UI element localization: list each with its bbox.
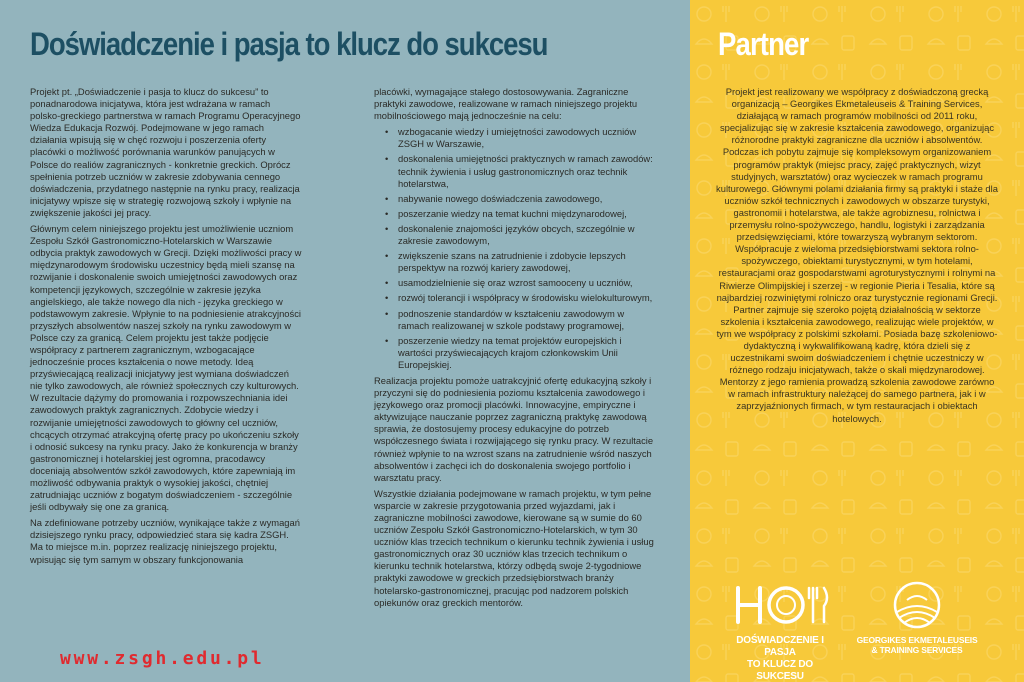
chef-plate-icon xyxy=(728,580,832,630)
partner-title: Partner xyxy=(718,26,809,62)
partner-description: Projekt jest realizowany we współpracy z doświadczoną grecką organizacją – Georgikes Ekmetaleuseis & Training Services, działającą w ramach programów mobilności od 2011 roku, specjalizując się w zakresie kształcenia zawodowego, organizując różnorodne praktyki zagraniczne dla uczniów i absolwentów. Podczas ich pobytu zajmuje się kompleksowym organizowaniem programów praktyk (miejsc pracy, zajęć praktycznych, wizyt studyjnych, warsztatów) oraz wycieczek w ramach programu kulturowego. Głównymi polami działania firmy są praktyki i staże dla uczniów szkół technicznych i zawodowych w obszarze turystyki, gastronomii i hotelarstwa, ale także agrobiznesu, rolnictwa i przemysłu rolno-spożywczego, handlu, logistyki i zarządzania przedsięwzięciami, które towarzyszą wybranym sektorom. Współpracuje z wieloma przedsiębiorstwami sektora rolno-spożywczego, obiektami turystycznymi, w tym hotelami, restauracjami oraz gospodarstwami agroturystycznymi i rolnymi na Riwierze Olimpijskiej i szerzej - w regionie Pieria i Tesalia, które są najbardziej rozwiniętymi rolniczo oraz turystycznie regionami Grecji. Partner zajmuje się szeroko pojętą działalnością w sektorze szkolenia i kształcenia zawodowego, realizując wiele projektów, w tym we współpracy z polskimi szkołami. Posiada bazę szkoleniowo-dydaktyczną i wykwalifikowaną kadrę, która dzieli się z uczestnikami swoim doświadczeniem i chętnie uczestniczy w różnego rodzaju inicjatywach, także o skali międzynarodowej. Mentorzy z jego ramienia prowadzą szkolenia zawodowe zarówno w ramach infrastruktury należącej do samego partnera, jak i w zaprzyjaźnionych firmach, w tym restauracjach i obiektach hotelowych. xyxy=(716,86,998,424)
paragraph: Wszystkie działania podejmowane w ramach projektu, w tym pełne wsparcie w zakresie przygotowania przed wyjazdami, jak i zagraniczne mobilności zawodowe, kierowane są w sumie do 60 uczniów Zespołu Szkół Gastronomiczno-Hotelarskich, w tym 30 uczniów klas trzecich technikum o kierunku technik żywienia i usług gastronomicznych oraz 30 uczniów klas trzecich technikum o kierunku technik hotelarstwa, którzy odbędą swoje 2-tygodniowe praktyki zawodowe w greckich przedsiębiorstwach branży hotelarsko-gastronomicznej, pracując pod nadzorem polskich opiekunów oraz greckich mentorów. xyxy=(374,487,654,608)
page-title: Doświadczenie i pasja to klucz do sukcesu xyxy=(30,26,548,62)
project-logo-line1: DOŚWIADCZENIE I PASJA xyxy=(736,635,824,658)
list-item: • doskonalenie znajomości języków obcych, szczególnie w zakresie zawodowym, xyxy=(398,223,654,247)
list-item: • doskonalenia umiejętności praktycznych w ramach zawodów: technik żywienia i usług gastronomicznych oraz technik hotelarstwa, xyxy=(398,153,654,189)
list-item: • podnoszenie standardów w kształceniu zawodowym w ramach realizowanej w szkole podstawy programowej, xyxy=(398,308,654,332)
project-logo-line2: TO KLUCZ DO SUKCESU xyxy=(747,659,813,682)
column-left xyxy=(30,86,302,570)
partner-logo-line2: & TRAINING SERVICES xyxy=(871,645,963,655)
column-middle xyxy=(374,86,654,613)
project-logo xyxy=(728,580,832,682)
list-item: • rozwój tolerancji i współpracy w środowisku wielokulturowym, xyxy=(398,292,654,304)
paragraph: Realizacja projektu pomoże uatrakcyjnić ofertę edukacyjną szkoły i przyczyni się do podniesienia poziomu kształcenia zawodowego i językowego oraz promocji placówki. Innowacyjne, empiryczne i aktywizujące nauczanie poprzez zagraniczną praktykę zawodową sprawia, że dostosujemy procesy edukacyjne do potrzeb współczesnego świata i rozwijającego się rynku pracy. W rezultacie również wpłynie to na wzrost szans na zatrudnienie wśród naszych absolwentów i zachęci ich do doskonalenia swojego portfolio i warsztatu pracy. xyxy=(374,374,654,483)
list-item: • usamodzielnienie się oraz wzrost samooceny u uczniów, xyxy=(398,277,654,289)
paragraph: placówki, wymagające stałego dostosowywania. Zagraniczne praktyki zawodowe, realizowane w ramach niniejszego projektu mobilnościowego mają jednocześnie na celu: xyxy=(374,86,638,122)
website-link[interactable]: www.zsgh.edu.pl xyxy=(60,648,265,669)
goals-list xyxy=(374,126,654,371)
partner-logo-line1: GEORGIKES EKMETALEUSEIS xyxy=(856,635,978,645)
paragraph: Głównym celem niniejszego projektu jest umożliwienie uczniom Zespołu Szkół Gastronomiczno-Hotelarskich w Warszawie odbycia praktyk zawodowych w Grecji. Dzięki możliwości pracy w międzynarodowym środowisku uczestnicy będą mieli szansę na rozwijanie i doskonalenie swoich umiejętności zawodowych oraz kompetencji językowych, szczególnie w zakresie języka angielskiego, ale także nowego dla nich - języka greckiego w podstawowym zakresie. Wpłynie to na podniesienie atrakcyjności przyszłych absolwentów naszej szkoły na rynku zawodowym w Polsce czy za granicą. Celem projektu jest także podjęcie współpracy z partnerem zagranicznym, wzbogacające jednocześnie proces kształcenia o nowe metody. Ideą przyświecającą realizacji inicjatywy jest wymiana doświadczeń nie tylko zawodowych, ale również społecznych czy kulturowych. W rezultacie dążymy do promowania i rozpowszechniania idei zawodowych praktyk zagranicznych. Zdobycie wiedzy i rozwijanie umiejętności zawodowych to główny cel uczniów, chcących otrzymać atrakcyjną ofertę pracy po ukończeniu szkoły i odnosić sukcesy na rynku pracy. Jako że konkurencja w branży gastronomicznej i hotelarskiej jest ogromna, pracodawcy doceniają absolwentów szkół zawodowych, które zapewniają im możliwość odbywania praktyk o wysokiej jakości, chętniej zatrudniając uczniów z bogatym doświadczeniem - szczególnie jeśli odbywały się one za granicą. xyxy=(30,223,302,513)
list-item: • nabywanie nowego doświadczenia zawodowego, xyxy=(398,193,654,205)
list-item: • poszerzanie wiedzy na temat kuchni międzynarodowej, xyxy=(398,208,654,220)
list-item: • zwiększenie szans na zatrudnienie i zdobycie lepszych perspektyw na rozwój kariery zawodowej, xyxy=(398,250,654,274)
column-partner xyxy=(716,86,998,425)
partner-logo xyxy=(852,580,982,655)
partner-fields-icon xyxy=(852,580,982,630)
paragraph: Projekt pt. „Doświadczenie i pasja to klucz do sukcesu” to ponadnarodowa inicjatywa, która jest wdrażana w ramach polsko-greckiego partnerstwa w ramach Programu Operacyjnego Wiedza Edukacja Rozwój. Podejmowane w jego ramach działania wpisują się w chęć rozwoju i poszerzenia oferty placówki o możliwość porównania warunków panujących w Polsce do realiów zagranicznych - konkretnie greckich. Oprócz spełnienia potrzeb uczniów w zakresie zdobywania cennego doświadczenia, przydatnego następnie na rynku pracy, realizacja inicjatywy wpisze się w strategię rozwojową szkoły i wpłynie na zwiększenie jakości jej pracy. xyxy=(30,86,301,218)
list-item: • poszerzenie wiedzy na temat projektów europejskich i wartości przyświecających krajom członkowskim Unii Europejskiej. xyxy=(398,335,654,371)
list-item: • wzbogacanie wiedzy i umiejętności zawodowych uczniów ZSGH w Warszawie, xyxy=(398,126,654,150)
paragraph: Na zdefiniowane potrzeby uczniów, wynikające także z wymagań dzisiejszego rynku pracy, odpowiedzieć stara się kadra ZSGH. Ma to miejsce m.in. poprzez realizację niniejszego projektu, wpisując się tym samym w obszary funkcjonowania xyxy=(30,517,300,565)
